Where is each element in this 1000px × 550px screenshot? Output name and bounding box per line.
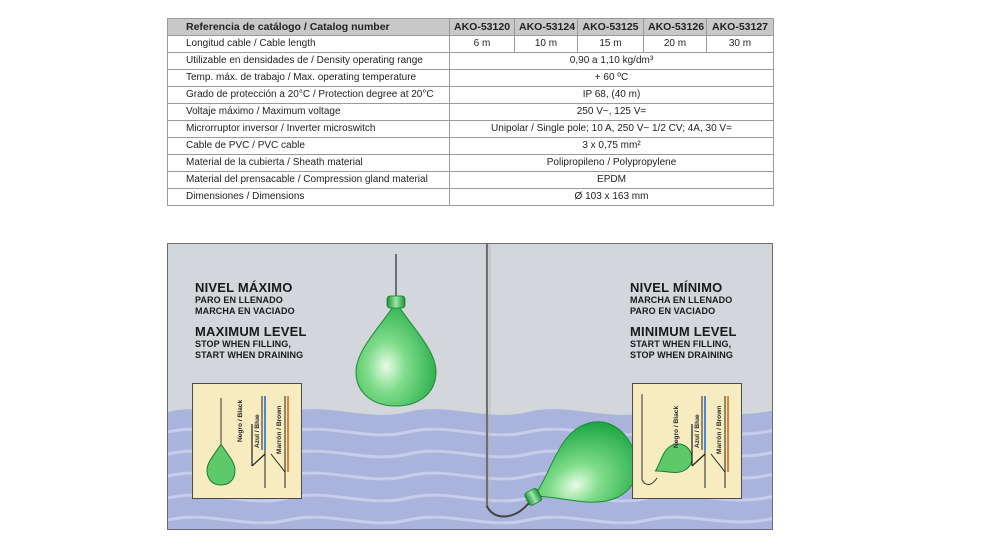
wiring-panel-min — [632, 383, 742, 499]
row-label: Material del prensacable / Compression gland material — [168, 172, 450, 189]
table-row — [168, 70, 774, 87]
table-row — [168, 36, 774, 53]
cable-length-value: 10 m — [515, 36, 578, 53]
min-level-title-es: NIVEL MÍNIMO — [630, 280, 723, 295]
row-value: Unipolar / Single pole; 10 A, 250 V~ 1/2 CV; 4A, 30 V= — [450, 121, 774, 138]
table-row — [168, 172, 774, 189]
header-model: AKO-53126 — [644, 19, 707, 36]
row-value: Ø 103 x 163 mm — [450, 189, 774, 206]
row-label: Voltaje máximo / Maximum voltage — [168, 104, 450, 121]
wire-label-blue: Azul / Blue — [694, 414, 701, 448]
cable-length-value: 30 m — [707, 36, 774, 53]
min-level-line1-en: START WHEN FILLING, — [630, 339, 732, 349]
row-label: Temp. máx. de trabajo / Max. operating temperature — [168, 70, 450, 87]
row-label: Grado de protección a 20°C / Protection degree at 20°C — [168, 87, 450, 104]
level-illustration — [167, 243, 773, 530]
header-catalog-number: Referencia de catálogo / Catalog number — [168, 19, 450, 36]
header-model: AKO-53127 — [707, 19, 774, 36]
header-model: AKO-53120 — [450, 19, 515, 36]
cable-length-value: 20 m — [644, 36, 707, 53]
wire-label-blue: Azul / Blue — [254, 414, 261, 448]
max-level-title-en: MAXIMUM LEVEL — [195, 324, 307, 339]
wire-label-brown: Marrón / Brown — [276, 405, 283, 454]
table-row — [168, 155, 774, 172]
wiring-diagram-max — [193, 384, 303, 500]
row-value: 0,90 a 1,10 kg/dm³ — [450, 53, 774, 70]
wire-label-black: Negro / Black — [673, 405, 680, 448]
row-label: Dimensiones / Dimensions — [168, 189, 450, 206]
wiring-panel-max — [192, 383, 302, 499]
row-value: Polipropileno / Polypropylene — [450, 155, 774, 172]
row-value: EPDM — [450, 172, 774, 189]
cable-length-value: 15 m — [578, 36, 644, 53]
table-row — [168, 87, 774, 104]
max-level-title-es: NIVEL MÁXIMO — [195, 280, 293, 295]
row-label: Utilizable en densidades de / Density operating range — [168, 53, 450, 70]
table-row — [168, 53, 774, 70]
row-value: 3 x 0,75 mm² — [450, 138, 774, 155]
row-label: Microrruptor inversor / Inverter microswitch — [168, 121, 450, 138]
wire-label-brown: Marrón / Brown — [716, 405, 723, 454]
max-level-line1-es: PARO EN LLENADO — [195, 295, 283, 305]
wiring-diagram-min — [633, 384, 743, 500]
table-row — [168, 138, 774, 155]
wire-label-black: Negro / Black — [237, 399, 244, 442]
spec-table — [167, 18, 774, 206]
float-max-level — [356, 254, 436, 406]
row-label: Material de la cubierta / Sheath material — [168, 155, 450, 172]
cable-length-value: 6 m — [450, 36, 515, 53]
header-model: AKO-53124 — [515, 19, 578, 36]
max-level-line2-en: START WHEN DRAINING — [195, 350, 304, 360]
min-level-line2-es: PARO EN VACIADO — [630, 306, 716, 316]
header-model: AKO-53125 — [578, 19, 644, 36]
row-label: Cable de PVC / PVC cable — [168, 138, 450, 155]
min-level-title-en: MINIMUM LEVEL — [630, 324, 737, 339]
min-level-line1-es: MARCHA EN LLENADO — [630, 295, 733, 305]
row-label: Longitud cable / Cable length — [168, 36, 450, 53]
table-header-row — [168, 19, 774, 36]
table-row — [168, 121, 774, 138]
max-level-line2-es: MARCHA EN VACIADO — [195, 306, 295, 316]
max-level-line1-en: STOP WHEN FILLING, — [195, 339, 291, 349]
table-row — [168, 104, 774, 121]
row-value: IP 68, (40 m) — [450, 87, 774, 104]
min-level-line2-en: STOP WHEN DRAINING — [630, 350, 733, 360]
row-value: + 60 ºC — [450, 70, 774, 87]
row-value: 250 V~, 125 V= — [450, 104, 774, 121]
table-row — [168, 189, 774, 206]
